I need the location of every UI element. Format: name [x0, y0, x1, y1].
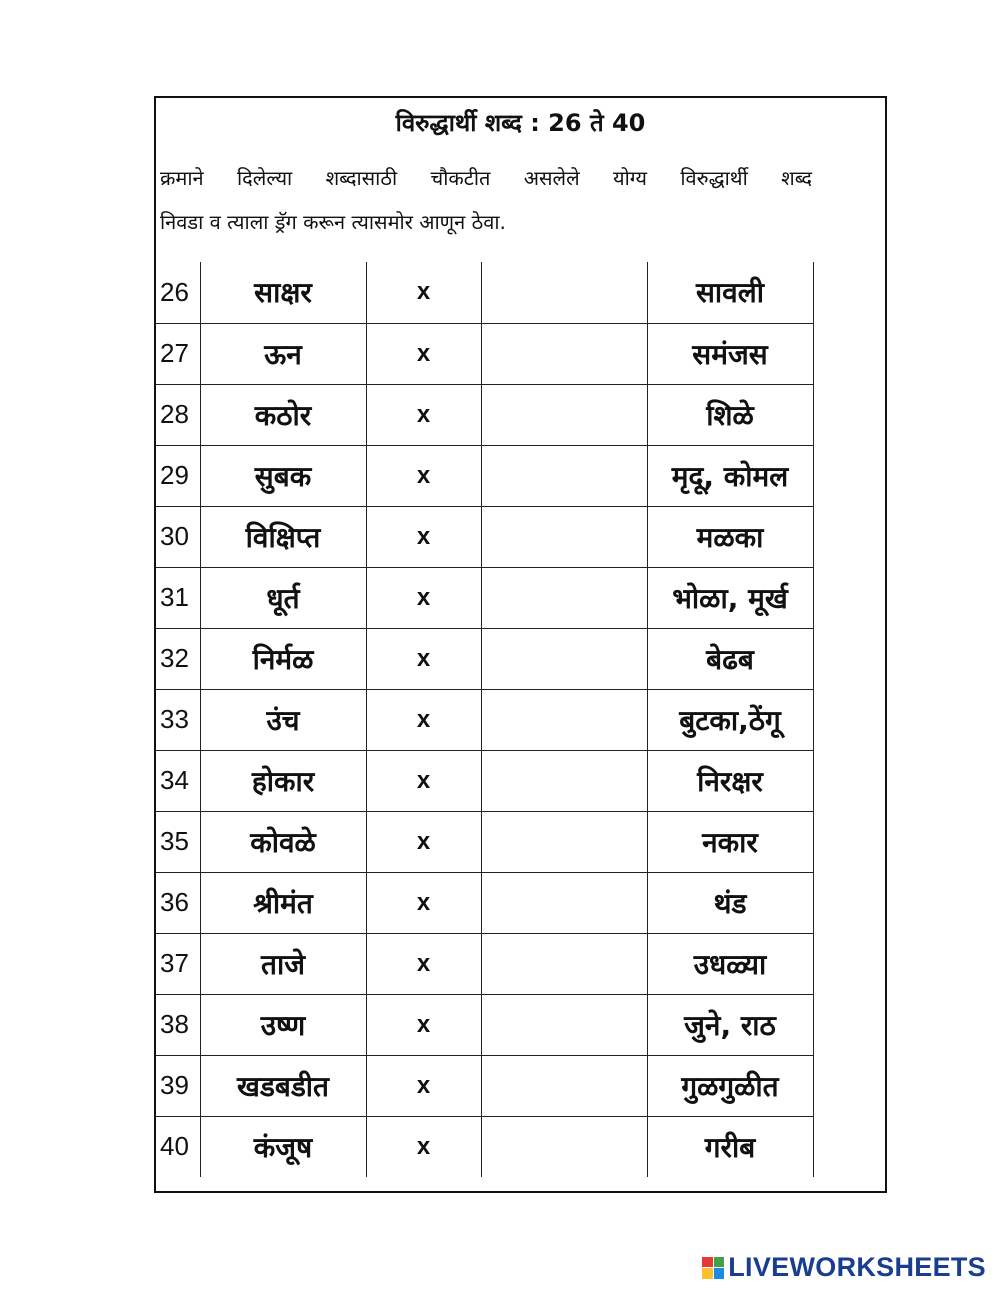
table-row — [156, 262, 813, 323]
given-word: खडबडीत — [200, 1055, 366, 1116]
versus-separator: x — [366, 750, 481, 811]
table-row — [156, 384, 813, 445]
table-row — [156, 1116, 813, 1177]
answer-drop-slot[interactable] — [481, 628, 647, 689]
row-number: 36 — [156, 872, 200, 933]
versus-separator: x — [366, 445, 481, 506]
answer-drop-slot[interactable] — [481, 872, 647, 933]
instruction-line-1: क्रमाने दिलेल्या शब्दासाठी चौकटीत असलेले योग्य विरुद्धार्थी शब्द — [160, 166, 812, 190]
versus-separator: x — [366, 567, 481, 628]
versus-separator: x — [366, 323, 481, 384]
row-number: 31 — [156, 567, 200, 628]
draggable-answer-option[interactable]: जुने, राठ — [647, 994, 813, 1055]
row-number: 30 — [156, 506, 200, 567]
logo-square-green — [714, 1257, 725, 1268]
answer-drop-slot[interactable] — [481, 1055, 647, 1116]
answer-drop-slot[interactable] — [481, 933, 647, 994]
logo-square-yellow — [702, 1268, 713, 1279]
draggable-answer-option[interactable]: गुळगुळीत — [647, 1055, 813, 1116]
table-row — [156, 506, 813, 567]
given-word: कठोर — [200, 384, 366, 445]
given-word: साक्षर — [200, 262, 366, 323]
answer-drop-slot[interactable] — [481, 384, 647, 445]
versus-separator: x — [366, 262, 481, 323]
draggable-answer-option[interactable]: मृदू, कोमल — [647, 445, 813, 506]
given-word: ऊन — [200, 323, 366, 384]
draggable-answer-option[interactable]: बुटका,ठेंगू — [647, 689, 813, 750]
row-number: 32 — [156, 628, 200, 689]
instruction-line-2: निवडा व त्याला ड्रॅग करून त्यासमोर आणून ठेवा. — [160, 210, 506, 234]
versus-separator: x — [366, 689, 481, 750]
table-row — [156, 567, 813, 628]
draggable-answer-option[interactable]: निरक्षर — [647, 750, 813, 811]
versus-separator: x — [366, 506, 481, 567]
answer-drop-slot[interactable] — [481, 445, 647, 506]
draggable-answer-option[interactable]: नकार — [647, 811, 813, 872]
table-row — [156, 811, 813, 872]
given-word: धूर्त — [200, 567, 366, 628]
given-word: होकार — [200, 750, 366, 811]
antonym-table — [156, 262, 814, 1177]
row-number: 37 — [156, 933, 200, 994]
answer-drop-slot[interactable] — [481, 506, 647, 567]
draggable-answer-option[interactable]: शिळे — [647, 384, 813, 445]
given-word: उंच — [200, 689, 366, 750]
worksheet-title: विरुद्धार्थी शब्द : 26 ते 40 — [395, 109, 646, 137]
logo-square-red — [702, 1257, 713, 1268]
answer-drop-slot[interactable] — [481, 689, 647, 750]
table-row — [156, 750, 813, 811]
draggable-answer-option[interactable]: बेढब — [647, 628, 813, 689]
liveworksheets-logo-icon — [702, 1257, 724, 1279]
given-word: सुबक — [200, 445, 366, 506]
row-number: 27 — [156, 323, 200, 384]
given-word: ताजे — [200, 933, 366, 994]
given-word: उष्ण — [200, 994, 366, 1055]
table-row — [156, 994, 813, 1055]
table-row — [156, 1055, 813, 1116]
versus-separator: x — [366, 872, 481, 933]
table-row — [156, 628, 813, 689]
versus-separator: x — [366, 811, 481, 872]
row-number: 34 — [156, 750, 200, 811]
versus-separator: x — [366, 384, 481, 445]
given-word: विक्षिप्त — [200, 506, 366, 567]
row-number: 35 — [156, 811, 200, 872]
given-word: कंजूष — [200, 1116, 366, 1177]
answer-drop-slot[interactable] — [481, 323, 647, 384]
answer-drop-slot[interactable] — [481, 567, 647, 628]
brand-name: LIVEWORKSHEETS — [728, 1252, 986, 1282]
row-number: 40 — [156, 1116, 200, 1177]
table-row — [156, 872, 813, 933]
table-row — [156, 933, 813, 994]
liveworksheets-brand — [702, 1252, 986, 1283]
row-number: 28 — [156, 384, 200, 445]
table-row — [156, 323, 813, 384]
answer-drop-slot[interactable] — [481, 1116, 647, 1177]
answer-drop-slot[interactable] — [481, 262, 647, 323]
answer-drop-slot[interactable] — [481, 811, 647, 872]
answer-drop-slot[interactable] — [481, 994, 647, 1055]
draggable-answer-option[interactable]: समंजस — [647, 323, 813, 384]
row-number: 26 — [156, 262, 200, 323]
draggable-answer-option[interactable]: भोळा, मूर्ख — [647, 567, 813, 628]
answer-drop-slot[interactable] — [481, 750, 647, 811]
given-word: श्रीमंत — [200, 872, 366, 933]
versus-separator: x — [366, 1055, 481, 1116]
table-row — [156, 445, 813, 506]
draggable-answer-option[interactable]: थंड — [647, 872, 813, 933]
draggable-answer-option[interactable]: उधळ्या — [647, 933, 813, 994]
given-word: निर्मळ — [200, 628, 366, 689]
logo-square-blue — [714, 1268, 725, 1279]
row-number: 33 — [156, 689, 200, 750]
draggable-answer-option[interactable]: मळका — [647, 506, 813, 567]
versus-separator: x — [366, 1116, 481, 1177]
row-number: 29 — [156, 445, 200, 506]
given-word: कोवळे — [200, 811, 366, 872]
versus-separator: x — [366, 994, 481, 1055]
table-row — [156, 689, 813, 750]
row-number: 39 — [156, 1055, 200, 1116]
draggable-answer-option[interactable]: सावली — [647, 262, 813, 323]
worksheet-frame — [154, 96, 887, 1193]
row-number: 38 — [156, 994, 200, 1055]
versus-separator: x — [366, 933, 481, 994]
draggable-answer-option[interactable]: गरीब — [647, 1116, 813, 1177]
versus-separator: x — [366, 628, 481, 689]
